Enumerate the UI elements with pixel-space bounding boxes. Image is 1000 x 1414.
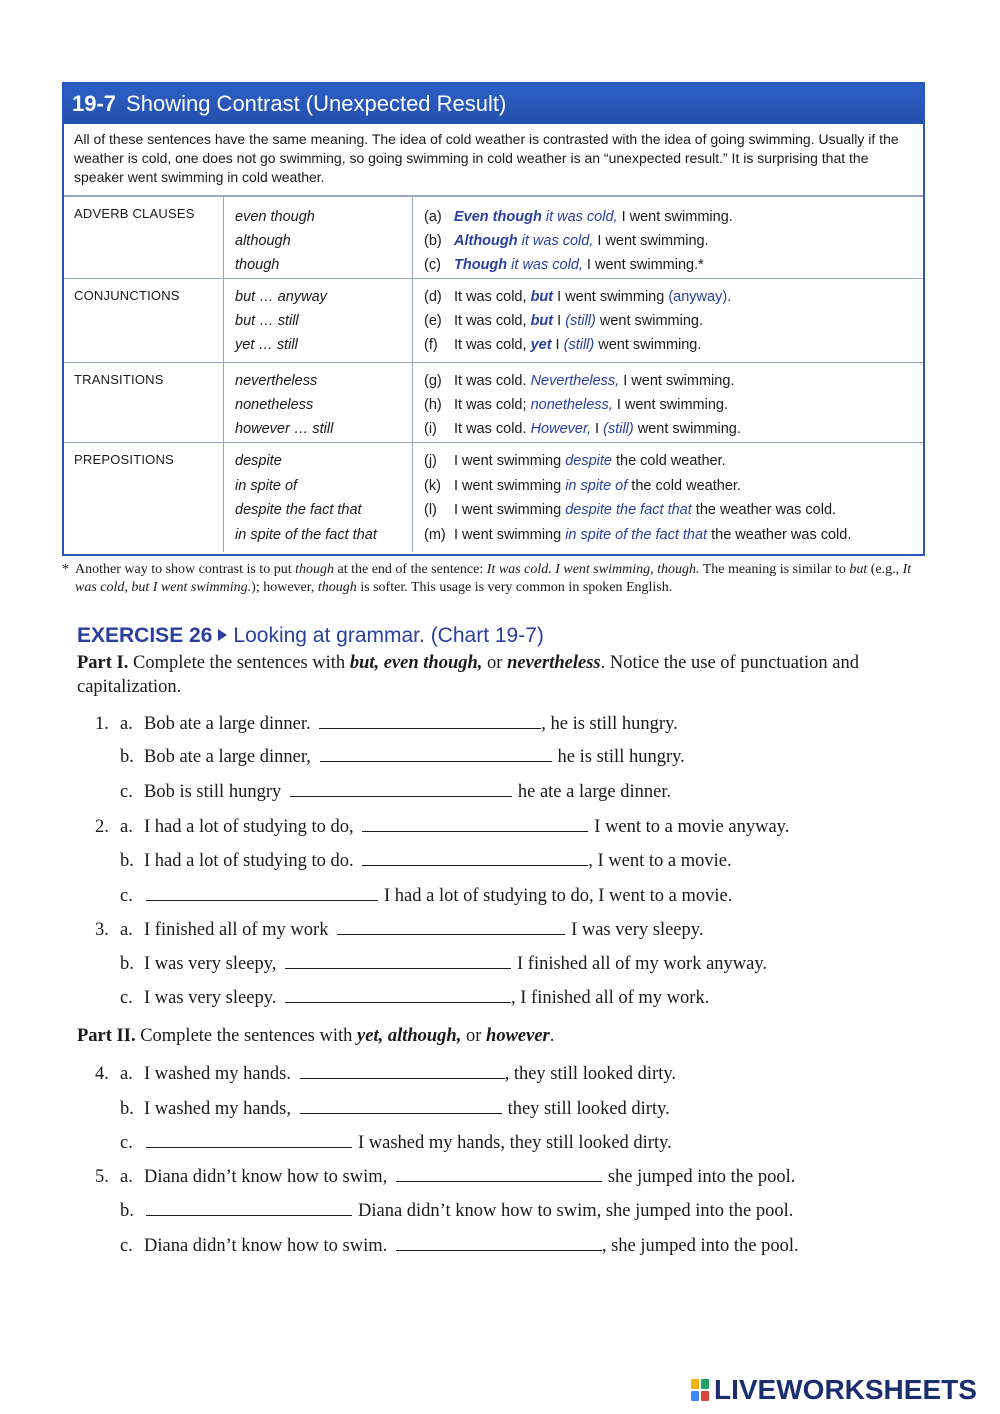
question-item [120, 1199, 793, 1223]
example-segment: It was cold, [454, 313, 531, 329]
footnote-star: * [62, 562, 69, 577]
answer-blank[interactable] [362, 817, 588, 832]
example-sentence [424, 523, 851, 547]
question-text-after: she jumped into the pool. [607, 1167, 796, 1187]
example-segment: However, [530, 421, 592, 437]
chart-intro: All of these sentences have the same meaning. The idea of cold weather is contrasted with the idea of going swimming. Usually if the weather is cold, one does not go swimming, so going swimming in cold weather is an “unexpected result.” It is surprising that the speaker went swimming in cold weather. [64, 124, 923, 196]
part2-segment: however [486, 1026, 550, 1046]
example-label: (f) [424, 337, 438, 353]
question-text-after: , he is still hungry. [541, 714, 678, 734]
connector-word: though [235, 257, 280, 273]
connector-word: although [235, 233, 291, 249]
column-divider [223, 197, 224, 278]
answer-blank[interactable] [285, 954, 511, 969]
footnote-segment: but [849, 562, 868, 577]
example-segment: . [727, 289, 732, 305]
example-segment: went swimming. [633, 421, 741, 437]
part1-segment: Complete the sentences with [133, 653, 350, 673]
answer-blank[interactable] [285, 988, 511, 1003]
example-sentence [424, 369, 734, 393]
exercise-title [77, 624, 544, 648]
example-segment: (anyway) [668, 289, 728, 305]
exercise-chart-ref: (Chart 19-7) [430, 624, 544, 647]
question-item [120, 745, 685, 769]
footnote-segment: (e.g., [867, 562, 903, 577]
question-text-after: he ate a large dinner. [517, 782, 672, 802]
answer-blank[interactable] [320, 747, 552, 762]
example-segment: yet [530, 337, 552, 353]
part2-text [140, 1026, 554, 1046]
chart-header [64, 84, 923, 124]
example-label: (d) [424, 289, 442, 305]
example-segment: went swimming. [595, 313, 703, 329]
logo-square [691, 1391, 699, 1401]
example-segment: but [530, 289, 554, 305]
column-divider [412, 443, 413, 552]
example-segment: the weather was cold. [707, 526, 852, 543]
question-text-after: I went to a movie anyway. [594, 817, 790, 837]
part1-segment: nevertheless [507, 653, 601, 673]
example-segment: despite the fact that [565, 502, 692, 518]
question-item [120, 849, 732, 873]
part2-heading: Part II. [77, 1026, 136, 1046]
example-segment: I went swimming [454, 453, 566, 469]
column-divider [412, 363, 413, 442]
question-item [95, 918, 703, 942]
part1-segment: but, even though, [349, 653, 483, 673]
question-text-before: I finished all of my work [144, 920, 329, 940]
exercise-heading: Looking at grammar. [233, 624, 425, 647]
connector-word: but … anyway [235, 289, 327, 305]
answer-blank[interactable] [319, 714, 541, 729]
question-text-before: I washed my hands. [144, 1064, 291, 1084]
example-sentence [424, 309, 703, 333]
part2-segment: . [549, 1026, 555, 1046]
question-text-before: Bob ate a large dinner, [144, 747, 311, 767]
example-sentence [424, 474, 741, 498]
part1-segment: . Notice the use of punctuation and capitalization. [77, 653, 860, 697]
example-segment: (still) [565, 313, 596, 329]
question-text-before: Diana didn’t know how to swim. [144, 1236, 388, 1256]
question-text-after: they still looked dirty. [507, 1099, 670, 1119]
question-sub-label: a. [120, 1064, 133, 1084]
question-text-before: I was very sleepy, [144, 954, 277, 974]
footnote-segment: It was cold. I went swimming, though. [486, 562, 700, 577]
connector-word: despite the fact that [235, 502, 362, 518]
example-segment: despite [565, 453, 612, 469]
question-text-after: I washed my hands, they still looked dirty. [358, 1133, 672, 1153]
example-segment: I went swimming [454, 502, 566, 518]
example-label: (l) [424, 502, 437, 518]
footnote-segment: though [295, 562, 334, 577]
example-sentence [424, 205, 733, 229]
part1-text [77, 653, 859, 697]
chart-group-conjunctions [64, 278, 923, 362]
example-segment: It was cold; [454, 397, 531, 413]
footnote-segment: The meaning is similar to [699, 562, 850, 577]
question-item [120, 780, 671, 804]
example-segment: I went swimming [454, 526, 566, 543]
question-sub-label: c. [120, 1133, 133, 1153]
question-sub-label: c. [120, 886, 133, 906]
chart-number: 19-7 [72, 91, 117, 116]
example-sentence [424, 229, 709, 253]
question-text-before: Bob ate a large dinner. [144, 714, 311, 734]
example-segment: it was cold, [517, 233, 594, 249]
example-segment: Although [454, 233, 518, 249]
example-segment: it was cold, [541, 209, 618, 225]
logo-square [691, 1379, 699, 1389]
example-segment: in spite of the fact that [565, 526, 708, 543]
question-number: 3. [95, 920, 109, 940]
part2-segment: or [461, 1026, 487, 1046]
column-divider [223, 279, 224, 362]
category-label: PREPOSITIONS [74, 452, 174, 467]
exercise-label: EXERCISE 26 [77, 624, 213, 647]
example-segment: It was cold, [454, 337, 531, 353]
question-text-after: I finished all of my work anyway. [517, 954, 768, 974]
grammar-chart [62, 82, 925, 556]
question-number: 2. [95, 817, 109, 837]
question-sub-label: a. [120, 714, 133, 734]
example-label: (e) [424, 313, 442, 329]
answer-blank[interactable] [146, 1133, 352, 1148]
question-text-before: Bob is still hungry [144, 782, 282, 802]
footnote-segment: Another way to show contrast is to put [75, 562, 296, 577]
question-item [95, 1062, 676, 1086]
logo-text: LIVEWORKSHEETS [714, 1374, 977, 1405]
connector-word: however … still [235, 421, 334, 437]
question-sub-label: b. [120, 1201, 134, 1221]
question-text-after: , they still looked dirty. [504, 1064, 677, 1084]
example-label: (i) [424, 421, 437, 437]
liveworksheets-logo [690, 1374, 977, 1406]
answer-blank[interactable] [337, 920, 565, 935]
part2-segment: yet, although, [357, 1026, 462, 1046]
example-segment: Nevertheless, [530, 373, 620, 389]
example-sentence [424, 253, 704, 277]
answer-blank[interactable] [146, 1201, 352, 1216]
question-number: 5. [95, 1167, 109, 1187]
example-segment: I went swimming [553, 289, 669, 305]
example-segment: Though [454, 257, 508, 273]
answer-blank[interactable] [396, 1236, 602, 1251]
question-text-before: I had a lot of studying to do. [144, 851, 354, 871]
part1-heading: Part I. [77, 653, 129, 673]
example-sentence [424, 333, 701, 357]
example-segment: It was cold. [454, 421, 531, 437]
question-text-before: Diana didn’t know how to swim, [144, 1167, 388, 1187]
example-label: (h) [424, 397, 442, 413]
chart-group-adverb-clauses [64, 196, 923, 278]
answer-blank[interactable] [362, 851, 588, 866]
example-segment: I [553, 313, 566, 329]
example-segment: the cold weather. [611, 453, 726, 469]
example-segment: in spite of [565, 477, 628, 494]
example-label: (a) [424, 209, 442, 225]
example-label: (g) [424, 373, 442, 389]
answer-blank[interactable] [290, 782, 512, 797]
question-text-after: he is still hungry. [557, 747, 685, 767]
connector-word: even though [235, 209, 315, 225]
example-segment: the weather was cold. [691, 502, 837, 518]
example-segment: I [551, 337, 564, 353]
answer-blank[interactable] [396, 1167, 602, 1182]
example-segment: the cold weather. [627, 477, 741, 494]
question-sub-label: c. [120, 988, 133, 1008]
question-text-before: I was very sleepy. [144, 988, 277, 1008]
example-segment: nonetheless, [530, 397, 613, 413]
example-segment: I went swimming. [593, 233, 709, 249]
example-sentence [424, 285, 731, 309]
connector-word: despite [235, 453, 282, 469]
column-divider [412, 279, 413, 362]
question-sub-label: b. [120, 954, 134, 974]
connector-word: nevertheless [235, 373, 318, 389]
triangle-icon [218, 629, 227, 641]
example-segment: but [530, 313, 554, 329]
example-segment: went swimming. [594, 337, 702, 353]
category-label: TRANSITIONS [74, 372, 164, 387]
connector-word: nonetheless [235, 397, 314, 413]
example-sentence [424, 417, 741, 441]
example-segment: I went swimming. [619, 373, 735, 389]
answer-blank[interactable] [300, 1099, 502, 1114]
question-item [120, 1097, 670, 1121]
question-text-before: I had a lot of studying to do, [144, 817, 354, 837]
question-sub-label: b. [120, 1099, 134, 1119]
part1-instructions [77, 651, 917, 699]
example-segment: I went swimming [454, 477, 566, 494]
example-label: (c) [424, 257, 441, 273]
question-text-after: , she jumped into the pool. [601, 1236, 799, 1256]
question-item [120, 952, 767, 976]
connector-word: in spite of the fact that [235, 526, 377, 543]
footnote-segment: though [317, 580, 357, 595]
question-text-before: I washed my hands, [144, 1099, 291, 1119]
question-sub-label: c. [120, 782, 133, 802]
footnote-segment: at the end of the sentence: [333, 562, 487, 577]
chart-group-prepositions [64, 442, 923, 552]
question-item [95, 1165, 795, 1189]
question-item [120, 884, 732, 908]
answer-blank[interactable] [146, 886, 378, 901]
example-segment: it was cold, [507, 257, 583, 273]
question-sub-label: a. [120, 920, 133, 940]
logo-square [701, 1391, 709, 1401]
example-label: (m) [424, 526, 446, 543]
column-divider [223, 363, 224, 442]
question-sub-label: b. [120, 747, 134, 767]
example-segment: I [591, 421, 604, 437]
question-sub-label: b. [120, 851, 134, 871]
logo-square [701, 1379, 709, 1389]
question-number: 1. [95, 714, 109, 734]
part2-instructions [77, 1024, 917, 1048]
part2-segment: Complete the sentences with [140, 1026, 358, 1046]
question-sub-label: a. [120, 817, 133, 837]
example-label: (j) [424, 453, 437, 469]
question-text-after: , I went to a movie. [588, 851, 732, 871]
question-item [120, 986, 709, 1010]
footnote-segment: ); however, [251, 580, 318, 595]
example-sentence [424, 393, 728, 417]
example-segment: (still) [563, 337, 595, 353]
example-sentence [424, 449, 726, 473]
footnote-segment: It was cold, but I went swimming. [75, 562, 912, 595]
answer-blank[interactable] [300, 1064, 505, 1079]
question-item [95, 815, 789, 839]
example-label: (b) [424, 233, 442, 249]
example-segment: Even though [454, 209, 542, 225]
example-segment: (still) [603, 421, 634, 437]
connector-word: yet … still [235, 337, 298, 353]
chart-group-transitions [64, 362, 923, 442]
connector-word: in spite of [235, 477, 298, 494]
question-text-after: Diana didn’t know how to swim, she jumped into the pool. [358, 1201, 794, 1221]
question-text-after: I was very sleepy. [571, 920, 704, 940]
column-divider [223, 443, 224, 552]
question-item [120, 1234, 799, 1258]
example-segment: It was cold. [454, 373, 531, 389]
category-label: ADVERB CLAUSES [74, 206, 195, 221]
question-number: 4. [95, 1064, 109, 1084]
question-text-after: I had a lot of studying to do, I went to a movie. [384, 886, 733, 906]
footnote-text [75, 561, 930, 597]
question-sub-label: c. [120, 1236, 133, 1256]
connector-word: but … still [235, 313, 299, 329]
question-sub-label: a. [120, 1167, 133, 1187]
chart-title: Showing Contrast (Unexpected Result) [126, 91, 507, 116]
part1-segment: or [482, 653, 508, 673]
example-sentence [424, 498, 836, 522]
example-segment: It was cold, [454, 289, 531, 305]
example-segment: I went swimming.* [582, 257, 704, 273]
liveworksheets-icon [690, 1378, 710, 1402]
question-item [120, 1131, 672, 1155]
example-segment: I went swimming. [612, 397, 729, 413]
question-text-after: , I finished all of my work. [511, 988, 710, 1008]
category-label: CONJUNCTIONS [74, 288, 180, 303]
example-label: (k) [424, 477, 441, 494]
question-item [95, 712, 678, 736]
footnote-segment: is softer. This usage is very common in spoken English. [356, 580, 673, 595]
column-divider [412, 197, 413, 278]
example-segment: I went swimming. [617, 209, 733, 225]
